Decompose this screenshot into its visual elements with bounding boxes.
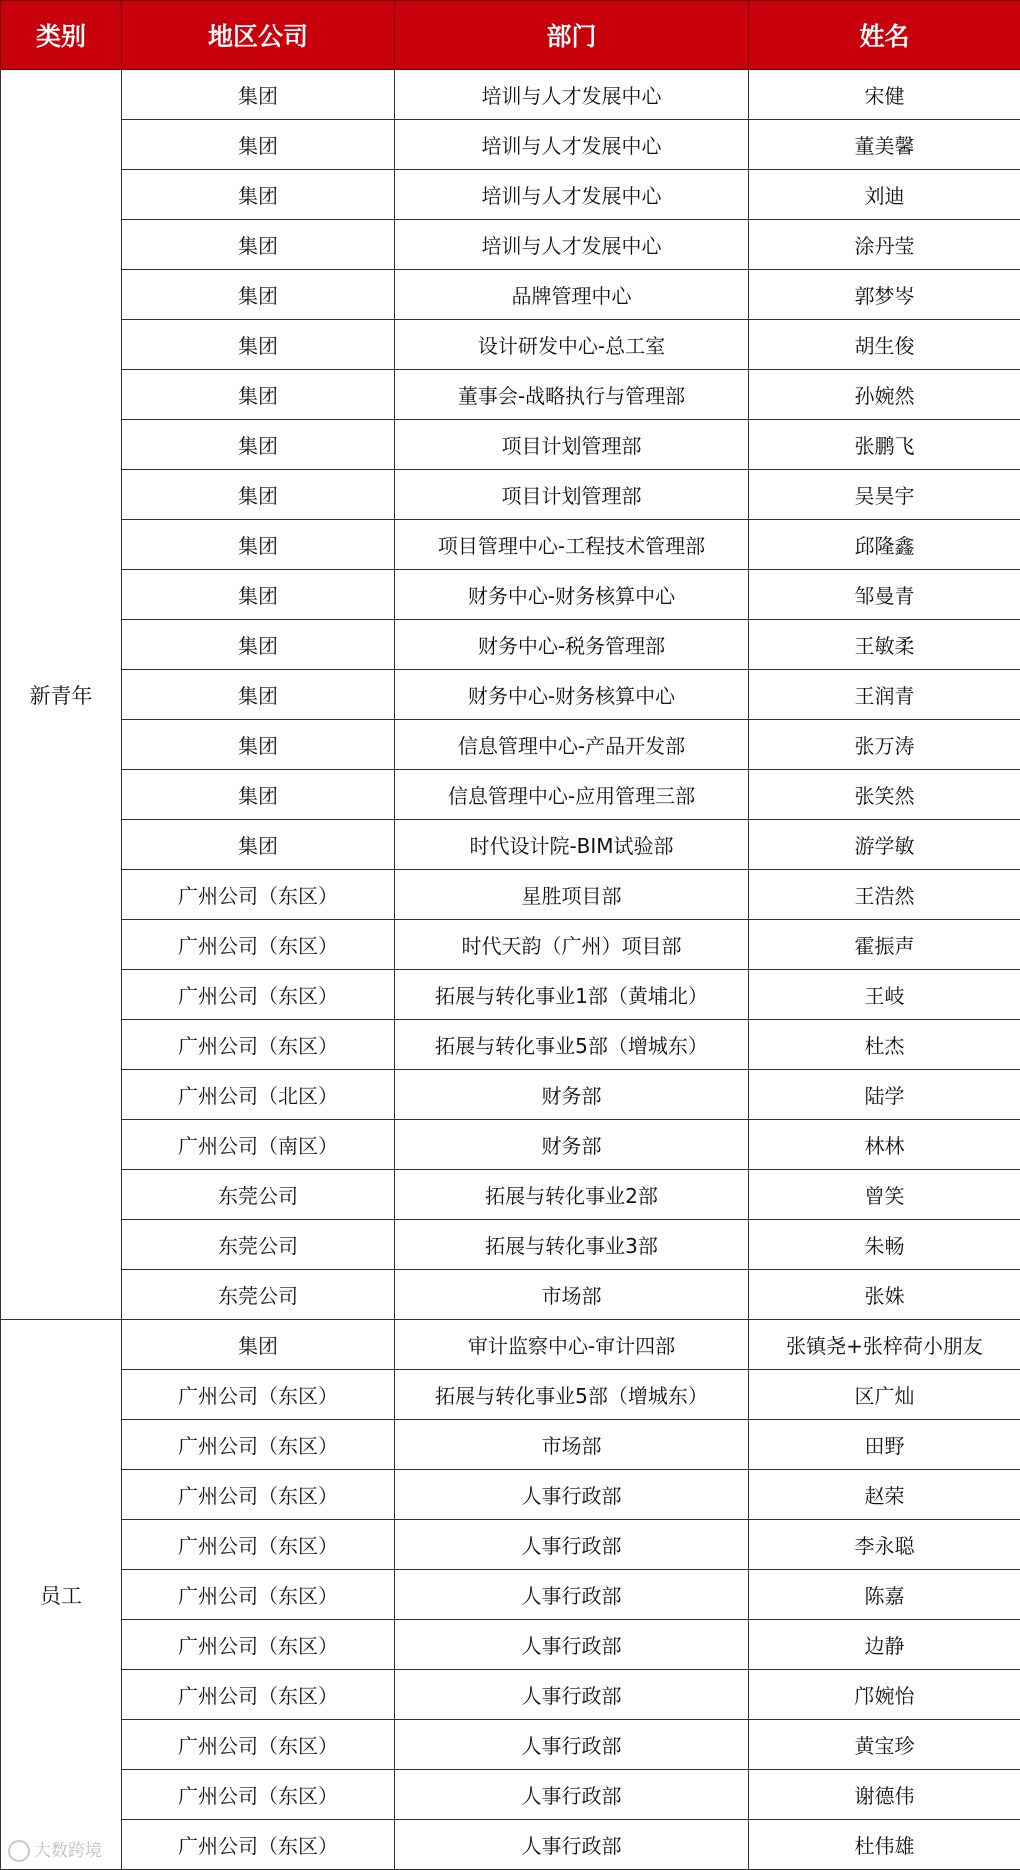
name-cell: 张万涛 [749,720,1020,770]
table-row [1,1020,1020,1070]
name-cell: 张笑然 [749,770,1020,820]
region-company-cell: 集团 [122,720,395,770]
department-cell: 市场部 [395,1270,749,1320]
region-company-cell: 集团 [122,1320,395,1370]
region-company-cell: 东莞公司 [122,1170,395,1220]
department-cell: 信息管理中心-应用管理三部 [395,770,749,820]
department-cell: 董事会-战略执行与管理部 [395,370,749,420]
region-company-cell: 广州公司（东区） [122,1020,395,1070]
header-region-company: 地区公司 [122,1,395,70]
region-company-cell: 集团 [122,370,395,420]
table-row [1,870,1020,920]
region-company-cell: 广州公司（东区） [122,1670,395,1720]
department-cell: 人事行政部 [395,1770,749,1820]
department-cell: 财务部 [395,1070,749,1120]
table-row [1,1470,1020,1520]
department-cell: 财务中心-财务核算中心 [395,670,749,720]
region-company-cell: 集团 [122,520,395,570]
table-row [1,120,1020,170]
region-company-cell: 集团 [122,420,395,470]
table-row [1,1270,1020,1320]
region-company-cell: 集团 [122,820,395,870]
table-row [1,1520,1020,1570]
category-cell: 员工 [1,1320,122,1870]
header-category: 类别 [1,1,122,70]
region-company-cell: 广州公司（东区） [122,1470,395,1520]
department-cell: 财务中心-财务核算中心 [395,570,749,620]
name-cell: 赵荣 [749,1470,1020,1520]
table-row [1,1320,1020,1370]
table-row [1,370,1020,420]
name-cell: 吴昊宇 [749,470,1020,520]
name-cell: 边静 [749,1620,1020,1670]
name-cell: 胡生俊 [749,320,1020,370]
name-cell: 张姝 [749,1270,1020,1320]
name-cell: 宋健 [749,70,1020,120]
name-cell: 霍振声 [749,920,1020,970]
table-row [1,1070,1020,1120]
table-row [1,920,1020,970]
department-cell: 培训与人才发展中心 [395,120,749,170]
region-company-cell: 广州公司（东区） [122,970,395,1020]
table-row [1,1170,1020,1220]
region-company-cell: 集团 [122,120,395,170]
department-cell: 财务部 [395,1120,749,1170]
name-cell: 田野 [749,1420,1020,1470]
department-cell: 信息管理中心-产品开发部 [395,720,749,770]
name-cell: 杜杰 [749,1020,1020,1070]
name-cell: 王浩然 [749,870,1020,920]
table-row [1,320,1020,370]
department-cell: 时代设计院-BIM试验部 [395,820,749,870]
department-cell: 拓展与转化事业2部 [395,1170,749,1220]
region-company-cell: 广州公司（东区） [122,870,395,920]
table-body [1,70,1020,1870]
name-cell: 孙婉然 [749,370,1020,420]
name-cell: 李永聪 [749,1520,1020,1570]
table-row [1,1420,1020,1470]
department-cell: 市场部 [395,1420,749,1470]
region-company-cell: 集团 [122,770,395,820]
name-cell: 张鹏飞 [749,420,1020,470]
region-company-cell: 广州公司（东区） [122,1570,395,1620]
region-company-cell: 广州公司（东区） [122,1620,395,1670]
name-cell: 王岐 [749,970,1020,1020]
name-cell: 游学敏 [749,820,1020,870]
department-cell: 拓展与转化事业5部（增城东） [395,1370,749,1420]
department-cell: 培训与人才发展中心 [395,220,749,270]
region-company-cell: 集团 [122,470,395,520]
table-row [1,1620,1020,1670]
name-cell: 陈嘉 [749,1570,1020,1620]
region-company-cell: 集团 [122,70,395,120]
department-cell: 项目计划管理部 [395,470,749,520]
department-cell: 设计研发中心-总工室 [395,320,749,370]
watermark-logo-icon [8,1840,30,1862]
header-department: 部门 [395,1,749,70]
table-row [1,170,1020,220]
category-cell: 新青年 [1,70,122,1320]
table-row [1,1770,1020,1820]
name-cell: 张镇尧+张梓荷小朋友 [749,1320,1020,1370]
table-row [1,520,1020,570]
table-row [1,270,1020,320]
region-company-cell: 集团 [122,170,395,220]
department-cell: 培训与人才发展中心 [395,70,749,120]
region-company-cell: 广州公司（东区） [122,1420,395,1470]
department-cell: 人事行政部 [395,1470,749,1520]
department-cell: 人事行政部 [395,1820,749,1870]
region-company-cell: 集团 [122,320,395,370]
name-cell: 邝婉怡 [749,1670,1020,1720]
table-row [1,620,1020,670]
table-row [1,1570,1020,1620]
name-cell: 杜伟雄 [749,1820,1020,1870]
region-company-cell: 广州公司（南区） [122,1120,395,1170]
table-row [1,770,1020,820]
table-row [1,470,1020,520]
region-company-cell: 广州公司（东区） [122,1770,395,1820]
department-cell: 人事行政部 [395,1670,749,1720]
region-company-cell: 集团 [122,670,395,720]
department-cell: 人事行政部 [395,1620,749,1670]
name-cell: 林林 [749,1120,1020,1170]
header-name: 姓名 [749,1,1020,70]
region-company-cell: 集团 [122,220,395,270]
table-row [1,1120,1020,1170]
department-cell: 项目管理中心-工程技术管理部 [395,520,749,570]
table-row [1,1820,1020,1870]
region-company-cell: 广州公司（东区） [122,920,395,970]
department-cell: 时代天韵（广州）项目部 [395,920,749,970]
table-row [1,670,1020,720]
region-company-cell: 东莞公司 [122,1220,395,1270]
name-cell: 朱畅 [749,1220,1020,1270]
region-company-cell: 集团 [122,620,395,670]
department-cell: 项目计划管理部 [395,420,749,470]
region-company-cell: 广州公司（东区） [122,1370,395,1420]
table-row [1,570,1020,620]
department-cell: 审计监察中心-审计四部 [395,1320,749,1370]
table-row [1,970,1020,1020]
table-row [1,1220,1020,1270]
region-company-cell: 广州公司（北区） [122,1070,395,1120]
name-cell: 黄宝珍 [749,1720,1020,1770]
department-cell: 培训与人才发展中心 [395,170,749,220]
region-company-cell: 广州公司（东区） [122,1820,395,1870]
name-cell: 郭梦岑 [749,270,1020,320]
region-company-cell: 广州公司（东区） [122,1720,395,1770]
department-cell: 星胜项目部 [395,870,749,920]
department-cell: 人事行政部 [395,1570,749,1620]
region-company-cell: 集团 [122,270,395,320]
name-cell: 董美馨 [749,120,1020,170]
table-row [1,220,1020,270]
table-row [1,70,1020,120]
table-row [1,1670,1020,1720]
name-cell: 谢德伟 [749,1770,1020,1820]
name-cell: 曾笑 [749,1170,1020,1220]
name-cell: 邱隆鑫 [749,520,1020,570]
table-row [1,820,1020,870]
name-cell: 王敏柔 [749,620,1020,670]
region-company-cell: 集团 [122,570,395,620]
department-cell: 人事行政部 [395,1720,749,1770]
watermark [8,1836,102,1862]
table-row [1,720,1020,770]
name-cell: 刘迪 [749,170,1020,220]
department-cell: 拓展与转化事业1部（黄埔北） [395,970,749,1020]
department-cell: 拓展与转化事业5部（增城东） [395,1020,749,1070]
name-cell: 王润青 [749,670,1020,720]
region-company-cell: 东莞公司 [122,1270,395,1320]
region-company-cell: 广州公司（东区） [122,1520,395,1570]
table-row [1,1720,1020,1770]
header-row [1,1,1020,70]
department-cell: 拓展与转化事业3部 [395,1220,749,1270]
name-cell: 区广灿 [749,1370,1020,1420]
name-cell: 邹曼青 [749,570,1020,620]
table-row [1,1370,1020,1420]
department-cell: 财务中心-税务管理部 [395,620,749,670]
table-row [1,420,1020,470]
watermark-text: 大数跨境 [34,1841,102,1861]
name-cell: 涂丹莹 [749,220,1020,270]
department-cell: 人事行政部 [395,1520,749,1570]
name-cell: 陆学 [749,1070,1020,1120]
department-cell: 品牌管理中心 [395,270,749,320]
